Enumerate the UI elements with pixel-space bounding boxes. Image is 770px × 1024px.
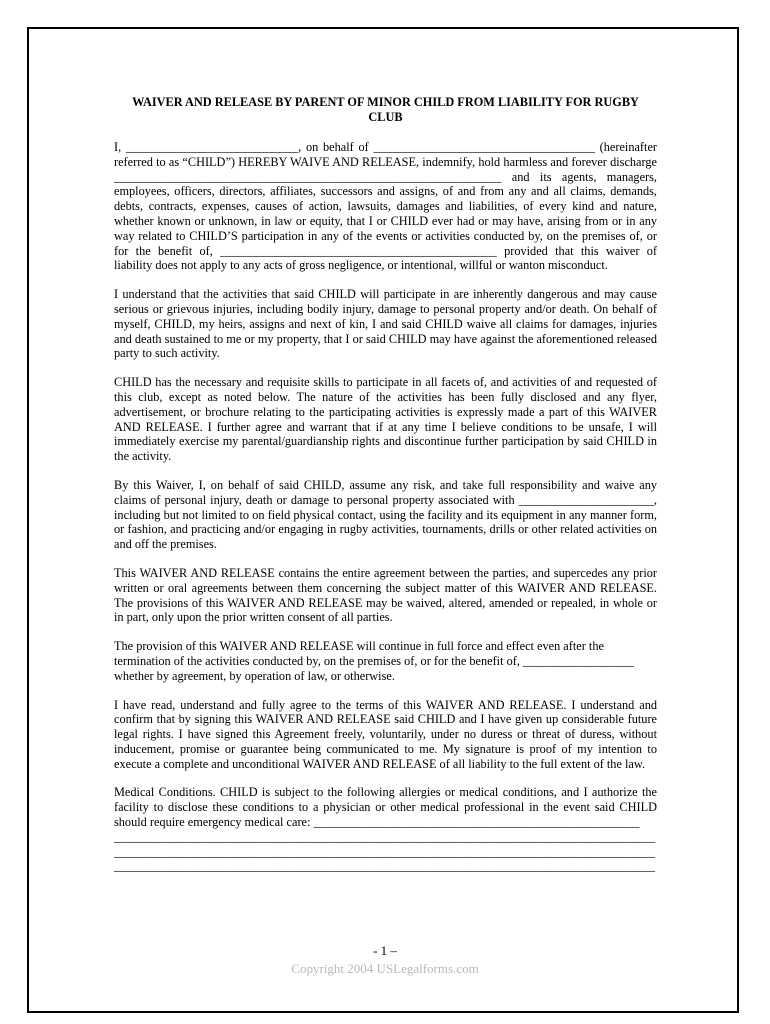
paragraph-medical <box>114 785 657 874</box>
paragraph-acknowledgement: I have read, understand and fully agree to the terms of this WAIVER AND RELEASE. I understand and confirm that by signing this WAIVER AND RELEASE said CHILD and I have given up considerable future legal rights. I have signed this Agreement freely, voluntarily, under no duress or threat of duress, without inducement, promise or guarantee being communicated to me. My signature is proof of my intention to execute a complete and unconditional WAIVER AND RELEASE of all liability to the full extent of the law. <box>114 697 657 771</box>
document-body <box>114 95 657 874</box>
medical-text: Medical Conditions. CHILD is subject to the following allergies or medical conditions, and I authorize the facility to disclose these conditions to a physician or other medical professional in the event said CHILD should require emergency medical care: _____________________________________________________ <box>114 785 657 830</box>
provision-line: The provision of this WAIVER AND RELEASE will continue in full force and effect even after the <box>114 639 604 654</box>
medical-blank-line: ________________________________________________________________________________________ <box>114 859 656 874</box>
page-number: - 1 – <box>373 943 397 958</box>
paragraph-provision <box>114 639 657 683</box>
paragraph-entire-agreement: This WAIVER AND RELEASE contains the entire agreement between the parties, and supercedes any prior written or oral agreements between them concerning the subject matter of this WAIVER AND RELEASE. The provisions of this WAIVER AND RELEASE may be waived, altered, amended or repealed, in whole or in part, only upon the prior written consent of all parties. <box>114 565 657 625</box>
medical-blank-line: ________________________________________________________________________________________ <box>114 844 656 859</box>
paragraph-skills: CHILD has the necessary and requisite skills to participate in all facets of, and activities of and requested of this club, except as noted below. The nature of the activities has been fully disclosed and any flyer, advertisement, or brochure relating to the participating activities is expressly made a part of this WAIVER AND RELEASE. I further agree and warrant that if at any time I believe conditions to be unsafe, I will immediately exercise my parental/guardianship rights and discontinue further participation by said CHILD in the activity. <box>114 375 657 464</box>
paragraph-assume-risk: By this Waiver, I, on behalf of said CHILD, assume any risk, and take full responsibility and waive any claims of personal injury, death or damage to personal property associated with ______________________, including but not limited to on field physical contact, using the facility and its equipment in any manner form, or fashion, and practicing and/or engaging in rugby activities, tournaments, drills or other related activities on and off the premises. <box>114 477 657 552</box>
paragraph-waiver: I, ____________________________, on behalf of ____________________________________ (hereinafter referred to as “CHILD”) HEREBY WAIVE AND RELEASE, indemnify, hold harmless and forever discharge _______________________________________________________________ and its agents, managers, employees, officers, directors, affiliates, successors and assigns, of and from any and all claims, demands, debts, contracts, expenses, causes of action, lawsuits, damages and liabilities, of every kind and nature, whether known or unknown, in law or equity, that I or CHILD ever had or may have, arising from or in any way related to CHILD’S participation in any of the events or activities conducted by, on the premises of, or for the benefit of, _____________________________________________ provided that this waiver of liability does not apply to any acts of gross negligence, or intentional, willful or wanton misconduct. <box>114 140 657 273</box>
provision-line: whether by agreement, by operation of law, or otherwise. <box>114 668 395 683</box>
copyright-notice: Copyright 2004 USLegalforms.com <box>291 961 479 976</box>
provision-line: termination of the activities conducted by, on the premises of, or for the benefit of, __________________ <box>114 653 634 668</box>
document-title: WAIVER AND RELEASE BY PARENT OF MINOR CHILD FROM LIABILITY FOR RUGBY CLUB <box>132 95 639 124</box>
medical-blank-line: ________________________________________________________________________________________ <box>114 829 656 844</box>
paragraph-understanding: I understand that the activities that said CHILD will participate in are inherently dangerous and may cause serious or grievous injuries, including bodily injury, damage to personal property and/or death. On behalf of myself, CHILD, my heirs, assigns and next of kin, I and said CHILD waive all claims for damages, injuries and death sustained to me or my property, that I or said CHILD may have against the aforementioned released party to such activity. <box>114 287 657 361</box>
